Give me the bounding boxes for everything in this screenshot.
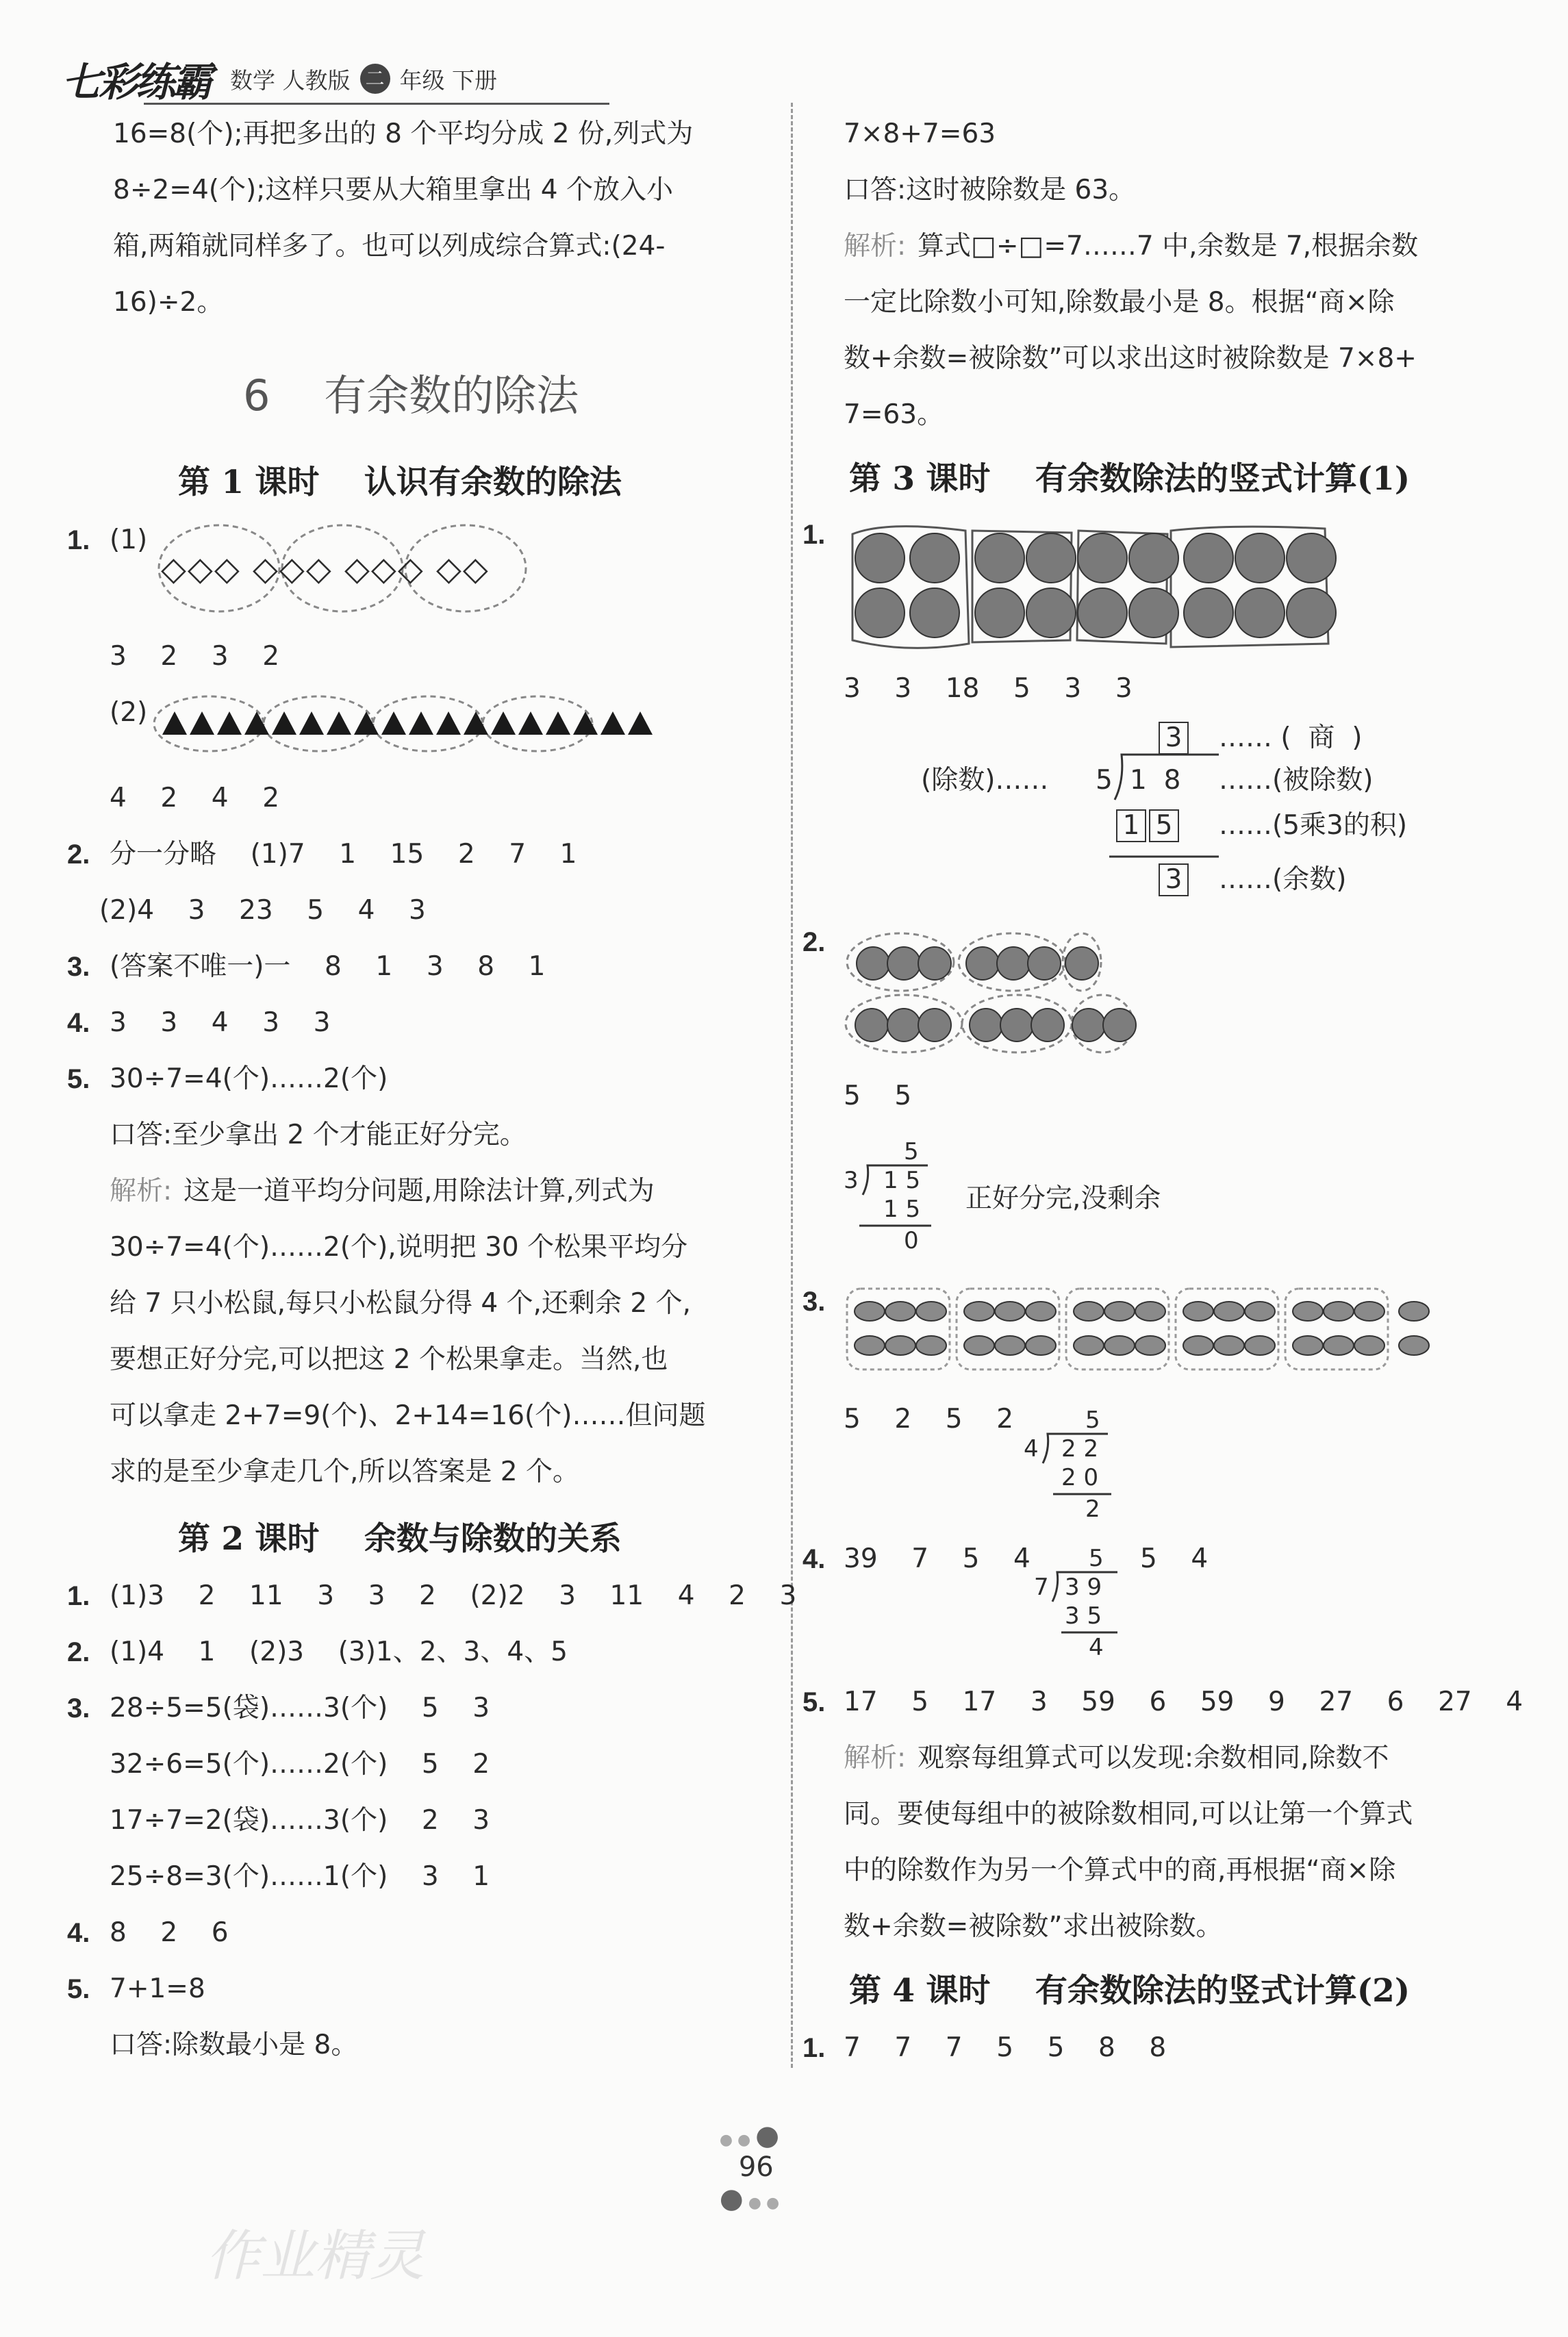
div4-remainder: 4 bbox=[1089, 1634, 1104, 1661]
analysis-line: 这是一道平均分问题,用除法计算,列式为 bbox=[184, 1176, 655, 1207]
diamond-shapes: ◇◇◇ ◇◇◇ ◇◇◇ ◇◇ bbox=[161, 550, 490, 588]
answer-line: 8 2 6 bbox=[110, 1917, 229, 1948]
question-number: 1. bbox=[802, 2033, 826, 2063]
div2-remainder: 0 bbox=[904, 1227, 919, 1254]
div3-remainder: 2 bbox=[1085, 1495, 1100, 1523]
analysis-label: 解析: bbox=[844, 1743, 907, 1773]
right-cont-line: 7×8+7=63 bbox=[844, 118, 996, 149]
product-label: ……(5乘3的积) bbox=[1219, 810, 1408, 841]
product-row bbox=[1115, 805, 1180, 846]
answer-line: 39 7 5 4 bbox=[844, 1543, 1030, 1574]
divisor-label: (除数)…… bbox=[921, 765, 1049, 796]
question-number: 4. bbox=[67, 1008, 90, 1038]
div2-note: 正好分完,没剩余 bbox=[965, 1183, 1161, 1214]
header-rule bbox=[144, 103, 609, 105]
answer-line: (1)3 2 11 3 3 2 (2)2 3 11 4 2 3 bbox=[110, 1580, 797, 1611]
question-number: 5. bbox=[67, 1064, 90, 1094]
quotient-box: 3 bbox=[1159, 722, 1189, 755]
div3-product: 2 0 bbox=[1061, 1464, 1099, 1491]
question-number: 2. bbox=[802, 927, 826, 957]
question-number: 4. bbox=[67, 1918, 90, 1948]
answer-line: 5 5 bbox=[844, 1081, 912, 1111]
div4-divisor: 7 bbox=[1034, 1574, 1049, 1601]
question-number: 1. bbox=[802, 520, 826, 550]
right-cont-line: 口答:这时被除数是 63。 bbox=[844, 175, 1136, 205]
sub-label: (1) bbox=[110, 525, 148, 555]
product-box: 1 bbox=[1116, 809, 1146, 842]
div2-quotient: 5 bbox=[904, 1138, 919, 1165]
question-number: 4. bbox=[802, 1544, 826, 1574]
answer-line: 7 7 7 5 5 8 8 bbox=[844, 2032, 1167, 2063]
answer-line: 5 2 5 2 bbox=[844, 1404, 1014, 1435]
answer-line: 17÷7=2(袋)……3(个) 2 3 bbox=[110, 1805, 490, 1836]
triangle-groups-figure bbox=[154, 695, 647, 777]
page-number: 96 bbox=[738, 2151, 774, 2183]
lesson-2-title: 第 2 课时 余数与除数的关系 bbox=[178, 1520, 622, 1558]
answer-line: 25÷8=3(个)……1(个) 3 1 bbox=[110, 1861, 490, 1892]
left-cont-line: 16=8(个);再把多出的 8 个平均分成 2 份,列式为 bbox=[113, 118, 694, 149]
div4-dividend: 3 9 bbox=[1065, 1574, 1102, 1601]
question-number: 3. bbox=[67, 952, 90, 982]
question-number: 2. bbox=[67, 1637, 90, 1667]
answer-line: (1)4 1 (2)3 (3)1、2、3、4、5 bbox=[110, 1637, 568, 1667]
left-cont-line: 8÷2=4(个);这样只要从大箱里拿出 4 个放入小 bbox=[113, 175, 673, 205]
question-number: 3. bbox=[802, 1287, 826, 1317]
div2-dividend: 1 5 bbox=[883, 1167, 921, 1194]
division-rule bbox=[1109, 855, 1219, 859]
answer-line: 7+1=8 bbox=[110, 1973, 205, 2004]
logo: 七彩练霸 bbox=[62, 59, 210, 105]
subject-label: 数学 人教版 bbox=[230, 66, 351, 94]
remainder-box: 3 bbox=[1159, 863, 1189, 896]
div2-bracket bbox=[859, 1164, 935, 1233]
dividend: 1 8 bbox=[1130, 765, 1181, 796]
page-header bbox=[62, 48, 497, 110]
quotient-label: …… ( 商 ) bbox=[1219, 722, 1363, 753]
div3-bracket bbox=[1039, 1432, 1115, 1501]
analysis-label: 解析: bbox=[844, 231, 907, 262]
oral-answer: 口答:至少拿出 2 个才能正好分完。 bbox=[110, 1120, 527, 1150]
divisor: 5 bbox=[1096, 765, 1113, 796]
div2-product: 1 5 bbox=[883, 1196, 921, 1223]
question-number: 1. bbox=[67, 525, 90, 555]
div2-divisor: 3 bbox=[844, 1167, 859, 1194]
analysis-line: 观察每组算式可以发现:余数相同,除数不 bbox=[918, 1743, 1389, 1773]
answer-line: 分一分略 (1)7 1 15 2 7 1 bbox=[110, 839, 577, 870]
answer-line: 4 2 4 2 bbox=[110, 783, 280, 813]
remainder-row bbox=[1157, 859, 1190, 900]
lesson-3-title: 第 3 课时 有余数除法的竖式计算(1) bbox=[849, 460, 1411, 498]
answer-line: 3 2 3 2 bbox=[110, 641, 280, 672]
analysis-line: 要想正好分完,可以把这 2 个松果拿走。当然,也 bbox=[110, 1344, 668, 1375]
apple-groups-figure bbox=[846, 928, 1256, 1065]
grade-badge: 二 bbox=[360, 64, 390, 94]
dividend-label: ……(被除数) bbox=[1219, 765, 1374, 796]
question-number: 3. bbox=[67, 1693, 90, 1723]
watermark: 作业精灵 bbox=[205, 2224, 425, 2288]
basketball-figure bbox=[846, 520, 1393, 657]
question-number: 2. bbox=[67, 839, 90, 870]
analysis-line: 数+余数=被除数”可以求出这时被除数是 7×8+ bbox=[844, 343, 1417, 374]
page-footer: ● ● ● 96 ● ● ● bbox=[719, 2120, 780, 2214]
answer-line: 5 4 bbox=[1140, 1543, 1209, 1574]
left-cont-line: 16)÷2。 bbox=[113, 287, 224, 318]
chapter-title: 6 有余数的除法 bbox=[243, 370, 579, 420]
remainder-label: ……(余数) bbox=[1219, 864, 1347, 895]
sub-label: (2) bbox=[110, 697, 148, 728]
fish-groups-figure bbox=[846, 1287, 1441, 1376]
analysis-line: 可以拿走 2+7=9(个)、2+14=16(个)……但问题 bbox=[110, 1400, 706, 1431]
product-box: 5 bbox=[1149, 809, 1179, 842]
answer-line: 32÷6=5(个)……2(个) 5 2 bbox=[110, 1749, 490, 1780]
div3-quotient: 5 bbox=[1085, 1406, 1100, 1434]
analysis-line: 数+余数=被除数”求出被除数。 bbox=[844, 1911, 1223, 1942]
analysis-label: 解析: bbox=[110, 1176, 173, 1207]
grade-label: 年级 下册 bbox=[399, 66, 498, 94]
lesson-1-title: 第 1 课时 认识有余数的除法 bbox=[178, 464, 622, 501]
answer-line: 3 3 18 5 3 3 bbox=[844, 673, 1133, 704]
question-number: 1. bbox=[67, 1581, 90, 1611]
div4-quotient: 5 bbox=[1089, 1545, 1104, 1572]
div3-divisor: 4 bbox=[1024, 1435, 1039, 1463]
analysis-line: 给 7 只小松鼠,每只小松鼠分得 4 个,还剩余 2 个, bbox=[110, 1288, 692, 1319]
answer-line: 17 5 17 3 59 6 59 9 27 6 27 4 bbox=[844, 1687, 1523, 1717]
answer-line: (2)4 3 23 5 4 3 bbox=[99, 895, 426, 926]
analysis-line: 中的除数作为另一个算式中的商,再根据“商×除 bbox=[844, 1855, 1396, 1886]
left-cont-line: 箱,两箱就同样多了。也可以列成综合算式:(24- bbox=[113, 231, 666, 262]
column-divider bbox=[791, 103, 793, 2068]
question-number: 5. bbox=[802, 1687, 826, 1717]
analysis-line: 一定比除数小可知,除数最小是 8。根据“商×除 bbox=[844, 287, 1395, 318]
analysis-line: 求的是至少拿走几个,所以答案是 2 个。 bbox=[110, 1456, 580, 1487]
oral-answer: 口答:除数最小是 8。 bbox=[110, 2030, 358, 2060]
analysis-line: 算式□÷□=7……7 中,余数是 7,根据余数 bbox=[918, 231, 1419, 262]
analysis-line: 同。要使每组中的被除数相同,可以让第一个算式 bbox=[844, 1799, 1413, 1830]
div4-product: 3 5 bbox=[1065, 1602, 1102, 1630]
answer-line: 28÷5=5(袋)……3(个) 5 3 bbox=[110, 1693, 490, 1723]
lesson-4-title: 第 4 课时 有余数除法的竖式计算(2) bbox=[849, 1972, 1411, 2010]
analysis-line: 30÷7=4(个)……2(个),说明把 30 个松果平均分 bbox=[110, 1232, 688, 1263]
analysis-line: 7=63。 bbox=[844, 399, 944, 430]
answer-line: 30÷7=4(个)……2(个) bbox=[110, 1063, 388, 1094]
answer-line: (答案不唯一)一 8 1 3 8 1 bbox=[110, 951, 546, 982]
division-quotient bbox=[1157, 718, 1190, 759]
answer-line: 3 3 4 3 3 bbox=[110, 1007, 331, 1038]
division-bracket bbox=[1109, 753, 1219, 801]
div3-dividend: 2 2 bbox=[1061, 1435, 1099, 1463]
question-number: 5. bbox=[67, 1974, 90, 2004]
div4-bracket bbox=[1049, 1571, 1124, 1639]
